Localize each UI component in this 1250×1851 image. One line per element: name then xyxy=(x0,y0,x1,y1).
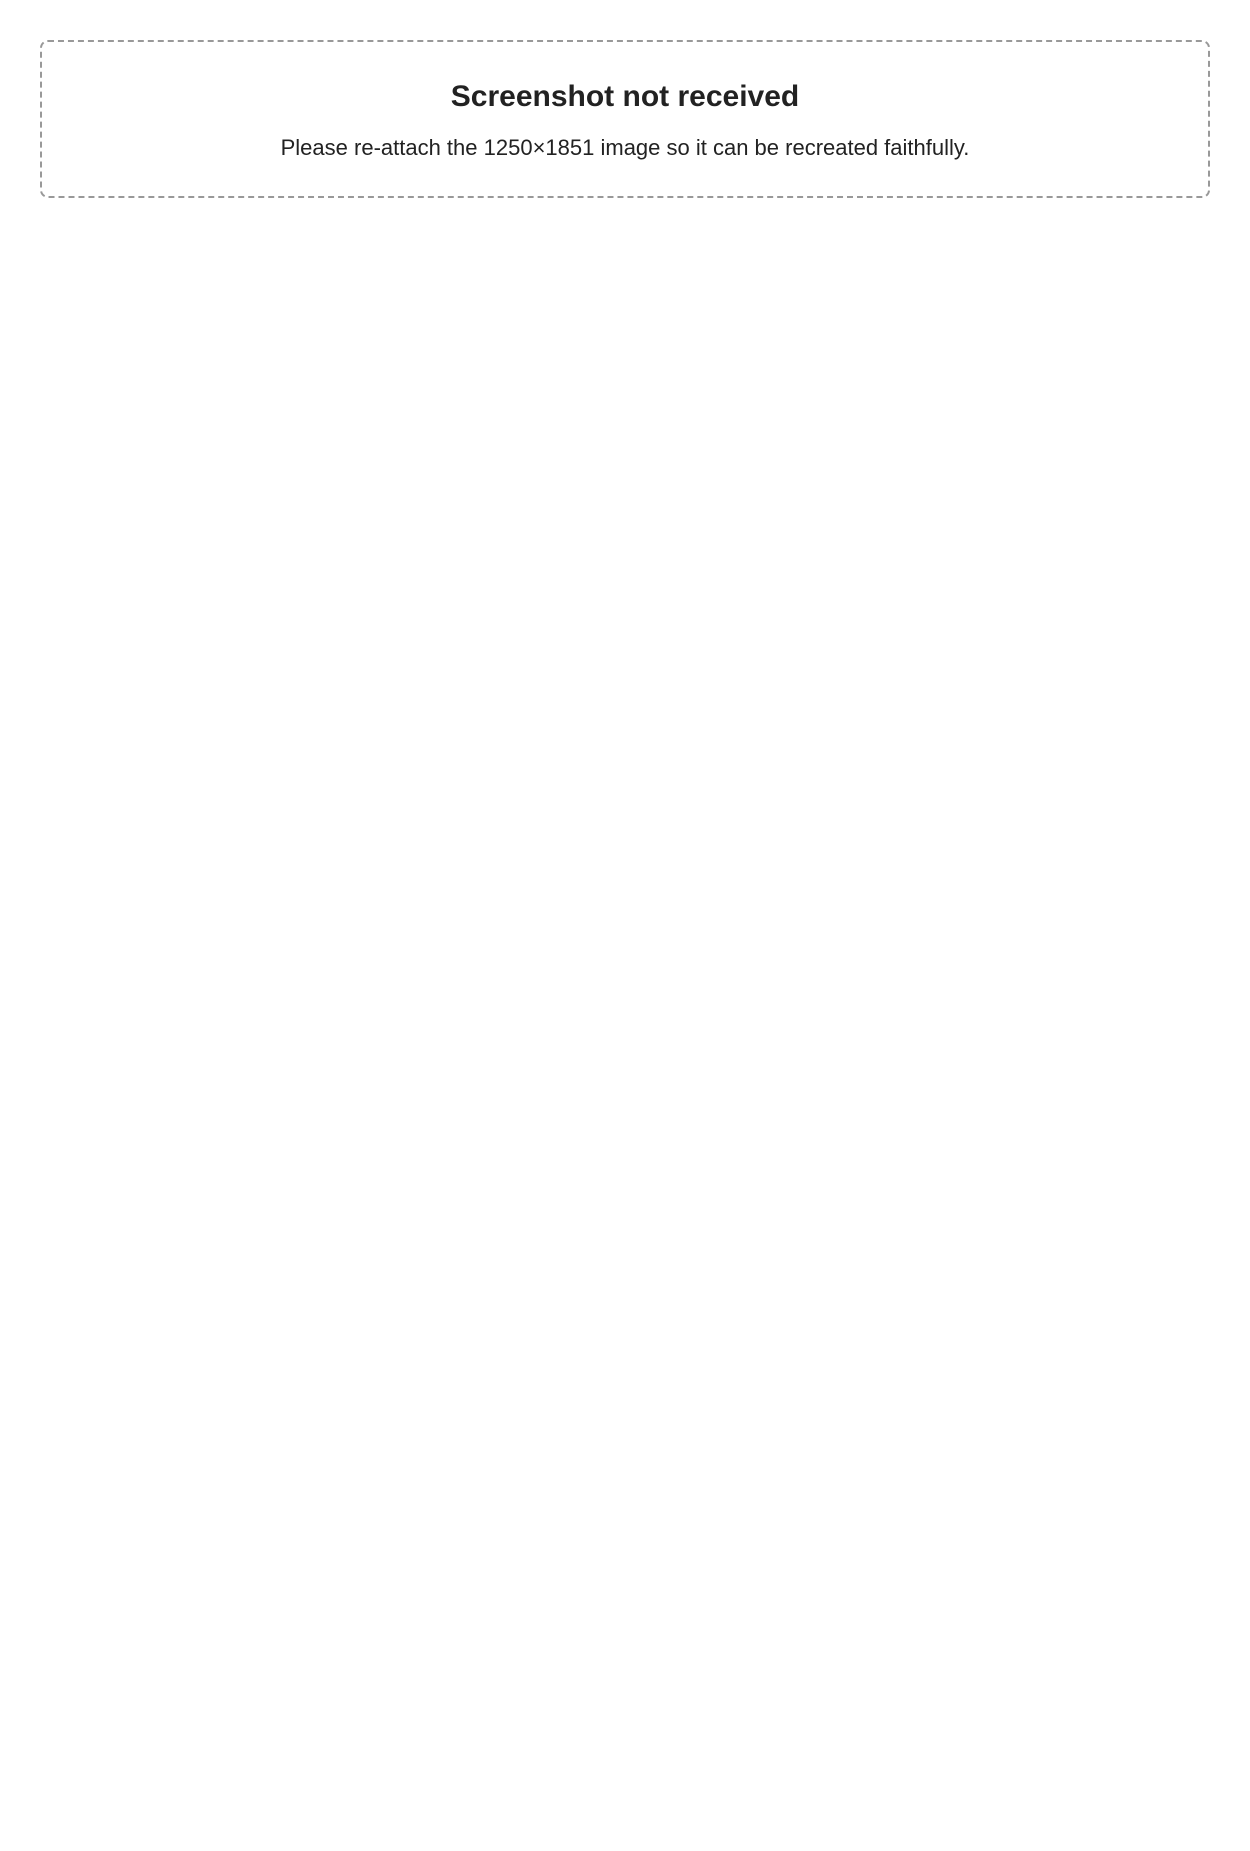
notice-title: Screenshot not received xyxy=(450,80,800,113)
missing-image-notice xyxy=(40,40,1210,198)
notice-message: Please re-attach the 1250×1851 image so it can be recreated faithfully. xyxy=(280,135,970,160)
